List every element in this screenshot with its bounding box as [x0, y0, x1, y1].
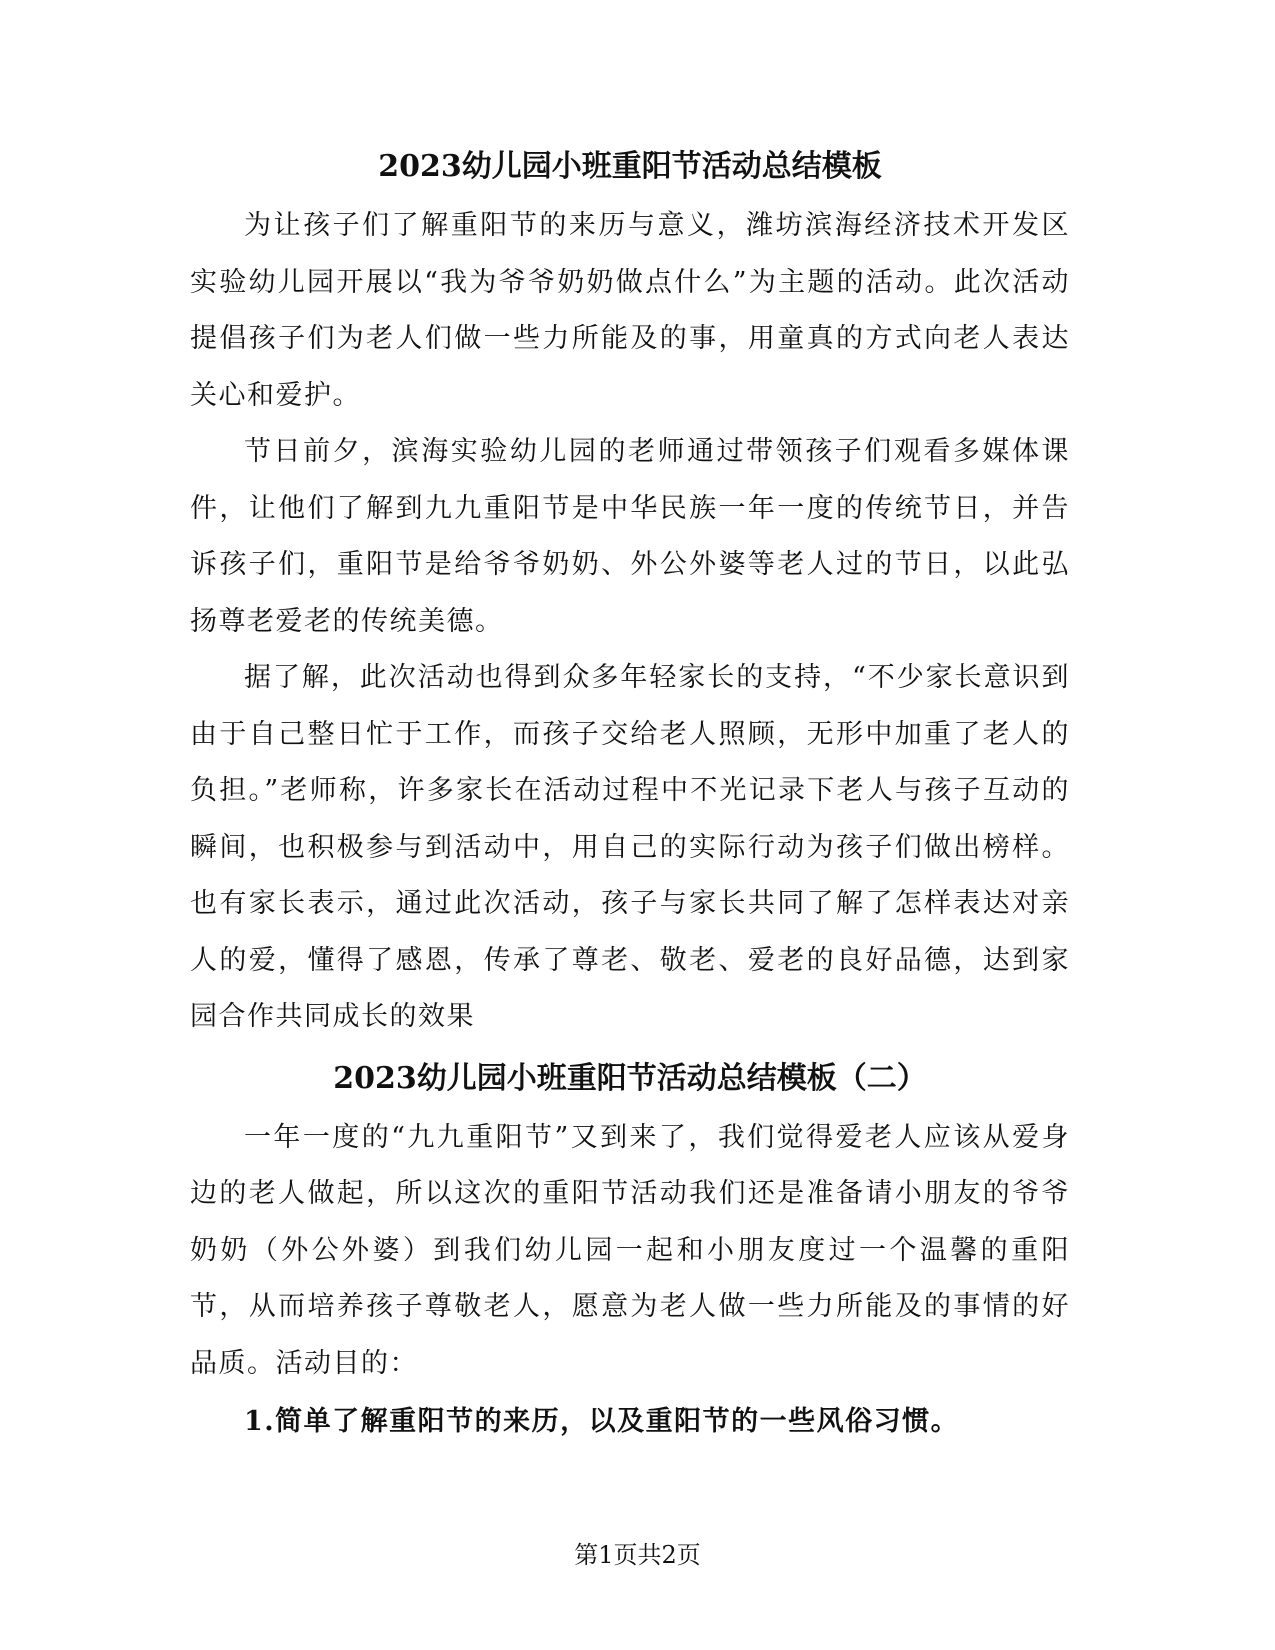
paragraph: 为让孩子们了解重阳节的来历与意义，潍坊滨海经济技术开发区实验幼儿园开展以“我为爷爷奶奶做点什么”为主题的活动。此次活动提倡孩子们为老人们做一些力所能及的事，用童真的方式向老人表达关心和爱护。 [190, 210, 1070, 411]
paragraph: 据了解，此次活动也得到众多年轻家长的支持，“不少家长意识到由于自己整日忙于工作，而孩子交给老人照顾，无形中加重了老人的负担。”老师称，许多家长在活动过程中不光记录下老人与孩子互动的瞬间，也积极参与到活动中，用自己的实际行动为孩子们做出榜样。也有家长表示，通过此次活动，孩子与家长共同了解了怎样表达对亲人的爱，懂得了感恩，传承了尊老、敬老、爱老的良好品德，达到家园合作共同成长的效果 [190, 662, 1070, 1032]
section-title: 2023幼儿园小班重阳节活动总结模板（二） [333, 1060, 927, 1096]
paragraph: 一年一度的“九九重阳节”又到来了，我们觉得爱老人应该从爱身边的老人做起，所以这次的重阳节活动我们还是准备请小朋友的爷爷奶奶（外公外婆）到我们幼儿园一起和小朋友度过一个温馨的重阳节，从而培养孩子尊敬老人，愿意为老人做一些力所能及的事情的好品质。活动目的： [190, 1121, 1070, 1379]
paragraph: 节日前夕，滨海实验幼儿园的老师通过带领孩子们观看多媒体课件，让他们了解到九九重阳节是中华民族一年一度的传统节日，并告诉孩子们，重阳节是给爷爷奶奶、外公外婆等老人过的节日，以此弘扬尊老爱老的传统美德。 [190, 436, 1070, 637]
list-item: 1.简单了解重阳节的来历，以及重阳节的一些风俗习惯。 [244, 1406, 960, 1437]
document-body [190, 140, 1070, 1451]
page-number: 第1页共2页 [574, 1541, 701, 1569]
document-title: 2023幼儿园小班重阳节活动总结模板 [378, 149, 882, 184]
